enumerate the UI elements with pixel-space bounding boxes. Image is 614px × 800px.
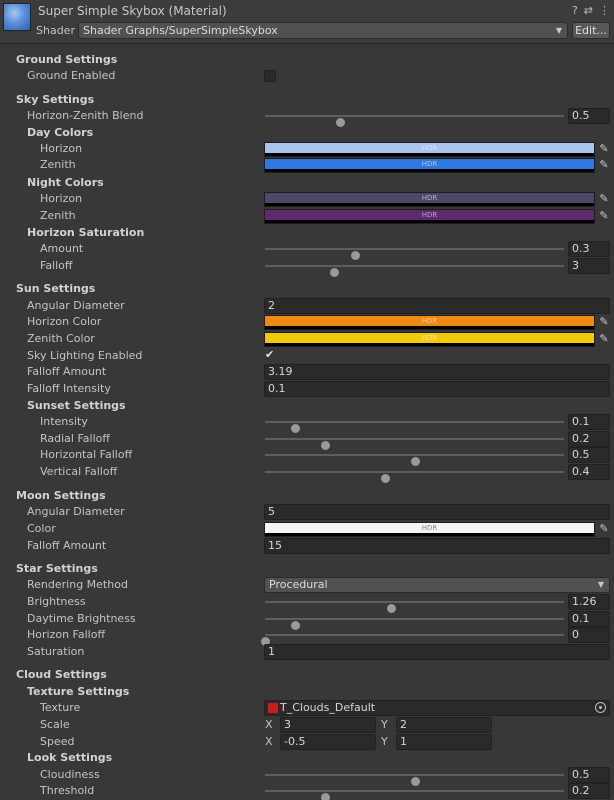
rendering-method-label: Rendering Method	[27, 578, 128, 591]
ground-enabled-checkbox[interactable]	[264, 70, 276, 82]
brightness-slider[interactable]	[265, 601, 564, 603]
sun-falloff-intensity-row	[0, 381, 614, 398]
texture-label: Texture	[40, 701, 81, 714]
eyedropper-icon[interactable]: ✎	[599, 522, 609, 535]
moon-falloff-row	[0, 538, 614, 555]
vertical-falloff-value[interactable]: 0.4	[568, 464, 610, 480]
sun-settings-header	[0, 281, 614, 298]
moon-settings-header	[0, 488, 614, 505]
horizon-falloff-label: Horizon Falloff	[27, 628, 106, 641]
sunset-intensity-slider[interactable]	[265, 421, 564, 423]
moon-color-row	[0, 521, 614, 538]
y-label: Y	[381, 718, 388, 731]
saturation-amount-slider[interactable]	[265, 248, 564, 250]
hdr-tag: HDR	[421, 524, 438, 532]
sky-lighting-label: Sky Lighting Enabled	[27, 349, 143, 362]
moon-color-swatch[interactable]	[264, 522, 595, 537]
speed-y-field[interactable]: 1	[396, 734, 492, 750]
horizon-saturation-header	[0, 225, 614, 242]
scale-label: Scale	[40, 718, 70, 731]
rendering-method-dropdown[interactable]	[264, 577, 610, 593]
day-horizon-label: Horizon	[40, 142, 83, 155]
night-horizon-row	[0, 191, 614, 208]
material-header	[0, 0, 614, 44]
sun-falloff-intensity-field[interactable]: 0.1	[264, 381, 610, 397]
hdr-tag: HDR	[421, 160, 438, 168]
moon-falloff-label: Falloff Amount	[27, 539, 107, 552]
brightness-label: Brightness	[27, 595, 86, 608]
moon-angular-diameter-field[interactable]: 5	[264, 504, 610, 520]
night-zenith-label: Zenith	[40, 209, 76, 222]
sun-falloff-intensity-label: Falloff Intensity	[27, 382, 111, 395]
radial-falloff-label: Radial Falloff	[40, 432, 110, 445]
saturation-amount-value[interactable]: 0.3	[568, 241, 610, 257]
sunset-intensity-label: Intensity	[40, 415, 88, 428]
sun-angular-diameter-row	[0, 298, 614, 315]
speed-x-field[interactable]: -0.5	[280, 734, 376, 750]
hdr-tag: HDR	[421, 211, 438, 219]
section-title: Moon Settings	[16, 489, 106, 502]
horizon-falloff-row	[0, 627, 614, 644]
section-title: Star Settings	[16, 562, 98, 575]
cloudiness-slider[interactable]	[265, 774, 564, 776]
night-colors-header	[0, 175, 614, 192]
sky-lighting-checkbox[interactable]: ✔	[265, 348, 275, 361]
daytime-brightness-row	[0, 611, 614, 628]
horizon-zenith-blend-label: Horizon-Zenith Blend	[27, 109, 144, 122]
look-settings-header	[0, 750, 614, 767]
threshold-row	[0, 783, 614, 800]
horizon-falloff-value[interactable]: 0	[568, 627, 610, 643]
object-picker-icon[interactable]	[595, 702, 606, 713]
hdr-tag: HDR	[421, 334, 438, 342]
radial-falloff-row	[0, 431, 614, 448]
material-title: Super Simple Skybox (Material)	[38, 4, 227, 18]
scale-row	[0, 717, 614, 734]
x-label: X	[265, 718, 273, 731]
day-colors-header	[0, 125, 614, 142]
x-label: X	[265, 735, 273, 748]
horizon-falloff-slider[interactable]	[265, 634, 564, 636]
radial-falloff-slider[interactable]	[265, 438, 564, 440]
rendering-method-row	[0, 577, 614, 594]
horizontal-falloff-slider[interactable]	[265, 454, 564, 456]
saturation-falloff-value[interactable]: 3	[568, 258, 610, 274]
section-title: Sky Settings	[16, 93, 95, 106]
sun-horizon-color-swatch[interactable]	[264, 315, 595, 330]
saturation-falloff-row	[0, 258, 614, 275]
slider-thumb[interactable]	[321, 793, 330, 800]
day-zenith-color-swatch[interactable]	[264, 158, 595, 173]
eyedropper-icon[interactable]: ✎	[599, 315, 609, 328]
eyedropper-icon[interactable]: ✎	[599, 158, 609, 171]
saturation-amount-row	[0, 241, 614, 258]
shader-value: Shader Graphs/SuperSimpleSkybox	[83, 24, 278, 37]
section-title: Sun Settings	[16, 282, 96, 295]
sun-angular-diameter-field[interactable]: 2	[264, 298, 610, 314]
sun-falloff-amount-row	[0, 364, 614, 381]
slider-thumb[interactable]	[330, 268, 339, 277]
rendering-method-value: Procedural	[269, 578, 328, 591]
day-horizon-color-swatch[interactable]	[264, 142, 595, 157]
subsection-title: Horizon Saturation	[27, 226, 145, 239]
hdr-tag: HDR	[421, 317, 438, 325]
sunset-intensity-row	[0, 414, 614, 431]
slider-thumb[interactable]	[381, 474, 390, 483]
menu-icon[interactable]: ⋮	[599, 4, 610, 17]
scale-y-field[interactable]: 2	[396, 717, 492, 733]
hdr-tag: HDR	[421, 194, 438, 202]
cloudiness-row	[0, 767, 614, 784]
horizon-zenith-blend-slider[interactable]	[265, 115, 564, 117]
eyedropper-icon[interactable]: ✎	[599, 192, 609, 205]
day-zenith-label: Zenith	[40, 158, 76, 171]
texture-row	[0, 700, 614, 717]
night-horizon-label: Horizon	[40, 192, 83, 205]
texture-name: T_Clouds_Default	[280, 701, 376, 714]
subsection-title: Look Settings	[27, 751, 113, 764]
subsection-title: Day Colors	[27, 126, 94, 139]
cloud-settings-header	[0, 667, 614, 684]
horizon-zenith-blend-row	[0, 108, 614, 125]
section-title: Ground Settings	[16, 53, 118, 66]
horizon-zenith-blend-value[interactable]: 0.5	[568, 108, 610, 124]
moon-angular-diameter-row	[0, 504, 614, 521]
texture-settings-header	[0, 684, 614, 701]
edit-shader-button[interactable]: Edit...	[572, 22, 610, 39]
shader-label: Shader	[36, 24, 75, 37]
threshold-value[interactable]: 0.2	[568, 783, 610, 799]
brightness-value[interactable]: 1.26	[568, 594, 610, 610]
night-horizon-color-swatch[interactable]	[264, 192, 595, 207]
saturation-row	[0, 644, 614, 661]
scale-x-field[interactable]: 3	[280, 717, 376, 733]
daytime-brightness-label: Daytime Brightness	[27, 612, 136, 625]
subsection-title: Sunset Settings	[27, 399, 126, 412]
day-zenith-row	[0, 157, 614, 174]
sun-angular-diameter-label: Angular Diameter	[27, 299, 125, 312]
sun-horizon-color-row	[0, 314, 614, 331]
y-label: Y	[381, 735, 388, 748]
sun-zenith-color-swatch[interactable]	[264, 332, 595, 347]
chevron-down-icon: ▼	[597, 580, 604, 589]
saturation-field[interactable]: 1	[264, 644, 610, 660]
material-preview-thumbnail[interactable]	[3, 3, 31, 31]
threshold-label: Threshold	[40, 784, 95, 797]
saturation-falloff-slider[interactable]	[265, 265, 564, 267]
header-icons	[572, 4, 610, 17]
saturation-amount-label: Amount	[40, 242, 84, 255]
threshold-slider[interactable]	[265, 790, 564, 792]
saturation-falloff-label: Falloff	[40, 259, 73, 272]
eyedropper-icon[interactable]: ✎	[599, 142, 609, 155]
ground-settings-header	[0, 52, 614, 69]
sky-settings-header	[0, 92, 614, 109]
preset-icon[interactable]: ⇄	[583, 4, 593, 17]
sun-zenith-color-row	[0, 331, 614, 348]
sun-falloff-amount-field[interactable]: 3.19	[264, 364, 610, 380]
speed-label: Speed	[40, 735, 75, 748]
moon-falloff-field[interactable]: 15	[264, 538, 610, 554]
chevron-down-icon: ▼	[555, 26, 562, 35]
night-zenith-row	[0, 208, 614, 225]
horizontal-falloff-row	[0, 447, 614, 464]
radial-falloff-value[interactable]: 0.2	[568, 431, 610, 447]
eyedropper-icon[interactable]: ✎	[599, 332, 609, 345]
ground-enabled-label: Ground Enabled	[27, 69, 116, 82]
cloudiness-value[interactable]: 0.5	[568, 767, 610, 783]
day-horizon-row	[0, 141, 614, 158]
sunset-settings-header	[0, 398, 614, 415]
sun-horizon-color-label: Horizon Color	[27, 315, 102, 328]
brightness-row	[0, 594, 614, 611]
horizontal-falloff-label: Horizontal Falloff	[40, 448, 133, 461]
sun-zenith-color-label: Zenith Color	[27, 332, 95, 345]
sky-lighting-row	[0, 348, 614, 365]
texture-object-field[interactable]	[264, 700, 610, 716]
saturation-label: Saturation	[27, 645, 85, 658]
hdr-tag: HDR	[421, 144, 438, 152]
ground-enabled-row	[0, 68, 614, 85]
vertical-falloff-slider[interactable]	[265, 471, 564, 473]
daytime-brightness-slider[interactable]	[265, 618, 564, 620]
daytime-brightness-value[interactable]: 0.1	[568, 611, 610, 627]
speed-row	[0, 734, 614, 751]
horizontal-falloff-value[interactable]: 0.5	[568, 447, 610, 463]
moon-angular-diameter-label: Angular Diameter	[27, 505, 125, 518]
night-zenith-color-swatch[interactable]	[264, 209, 595, 224]
texture-icon	[268, 703, 278, 713]
moon-color-label: Color	[27, 522, 56, 535]
vertical-falloff-label: Vertical Falloff	[40, 465, 118, 478]
sun-falloff-amount-label: Falloff Amount	[27, 365, 107, 378]
star-settings-header	[0, 561, 614, 578]
help-icon[interactable]: ?	[571, 4, 578, 17]
vertical-falloff-row	[0, 464, 614, 481]
subsection-title: Night Colors	[27, 176, 104, 189]
shader-dropdown[interactable]	[78, 22, 568, 39]
eyedropper-icon[interactable]: ✎	[599, 209, 609, 222]
section-title: Cloud Settings	[16, 668, 107, 681]
cloudiness-label: Cloudiness	[40, 768, 100, 781]
subsection-title: Texture Settings	[27, 685, 130, 698]
sunset-intensity-value[interactable]: 0.1	[568, 414, 610, 430]
